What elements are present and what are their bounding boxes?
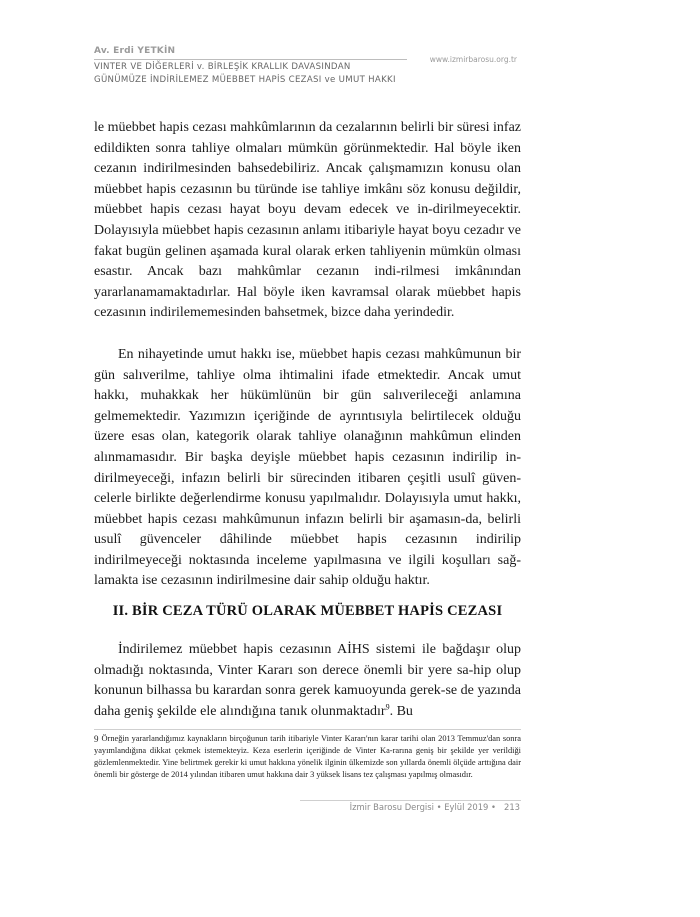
section-heading: II. BİR CEZA TÜRÜ OLARAK MÜEBBET HAPİS CEZASI: [112, 603, 503, 619]
paragraph-1: le müebbet hapis cezası mahkûmlarının da cezalarının belirli bir süresi infaz edildikten sonra tahliye olmaları mümkün görünmektedir. Hal böyle iken cezanın indirilmesinden bahsedebiliriz. Ancak çalışmamızın konusu olan müebbet hapis cezasının bu türünde ise tahliye imkânı söz konusu değildir, müebbet hapis cezası hayat boyu devam edecek ve in-dirilmeyecektir. Dolayısıyla müebbet hapis cezasının anlamı itibariyle hayat boyu cezadır ve fakat bugün gelinen aşamada kural olarak erken tahliyenin mümkün olması esastır. Ancak bazı mahkûmlar cezanın indi-rilmesi imkânından yararlanamamaktadırlar. Hal böyle iken kavramsal olarak müebbet hapis cezasının indirilememesinden bahsetmek, bizce daha yerindedir.: [94, 120, 521, 321]
footer-journal: İzmir Barosu Dergisi • Eylül 2019 •: [349, 802, 496, 812]
paragraph-2: En nihayetinde umut hakkı ise, müebbet hapis cezası mahkûmunun bir gün salıverilme, tahliye olma ihtimalini ifade etmektedir. Ancak umut hakkı, muhakkak her hükümlünün bir gün salıverileceği anlamına gelmemektedir. Yazımızın içeriğinde de ayrıntısıyla belirtilecek olduğu üzere esas olan, kategorik olarak tahliye olanağının mahkûmun elinden alınmamasıdır. Bir başka deyişle müebbet hapis cezasının indirilip in-dirilmeyeceği, infazın belirli bir sürecinden itibaren çeşitli usulî güven-celerle birlikte değerlendirme konusu yapılmalıdır. Dolayısıyla umut hakkı, müebbet hapis cezası mahkûmunun infazın belirli bir aşamasın-da, belirli usulî güvenceler dâhilinde müebbet hapis cezasının indirilip indirilmeyeceği noktasında inceleme yapılmasına ve ilgili koşulları sağ-lamakta ise cezasının indirilmesine dair sahip olduğu haktır.: [94, 346, 521, 589]
footnote-divider: [94, 729, 521, 730]
page-number: 213: [504, 802, 520, 812]
body-text: [94, 118, 521, 592]
header-title-line2: GÜNÜMÜZE İNDİRİLEMEZ MÜEBBET HAPİS CEZASI ve UMUT HAKKI: [94, 75, 396, 85]
footnote-ref: 9: [385, 702, 390, 712]
footnote-number: 9: [94, 734, 99, 744]
footnote-text: Örneğin yararlandığımız kaynakların birçoğunun tarih itibariyle Vinter Kararı'nın karar tarihi olan 2013 Temmuz'dan sonra yayımlandığına dikkat çekmek istemekteyiz. Keza eserlerin içeriğinde de Vinter Ka-rarına geniş bir şekilde yer verildiği gözlemlenmektedir. Yine belirtmek gerekir ki umut hakkına yönelik ilginin ülkemizde son yıllarda önemli ölçüde arttığına dair önemli bir gösterge de 2014 yılından itibaren umut hakkına dair 3 yüksek lisans tez çalışması yapılmış olmasıdır.: [94, 734, 521, 779]
header-url: www.izmirbarosu.org.tr: [429, 55, 517, 64]
paragraph-3: [94, 640, 521, 722]
page-footer: [350, 802, 520, 812]
section-body-text: [94, 640, 521, 722]
paragraph-3-text: İndirilemez müebbet hapis cezasının AİHS sistemi ile bağdaşır olup olmadığı noktasında, Vinter Kararı son derece önemli bir yere sa-hip olup konunun bilhassa bu karardan sonra gerek kamuoyunda gerek-se de yazında daha geniş şekilde ele alındığına tanık olunmaktadır: [94, 642, 521, 719]
header-title-line1: VINTER VE DİĞERLERİ v. BİRLEŞİK KRALLIK DAVASINDAN: [94, 62, 351, 72]
footer-divider: [300, 800, 521, 801]
paragraph-3-tail: . Bu: [389, 703, 413, 719]
footnote: [94, 733, 521, 781]
header-divider: [94, 59, 407, 60]
header-author: Av. Erdi YETKİN: [94, 46, 176, 56]
